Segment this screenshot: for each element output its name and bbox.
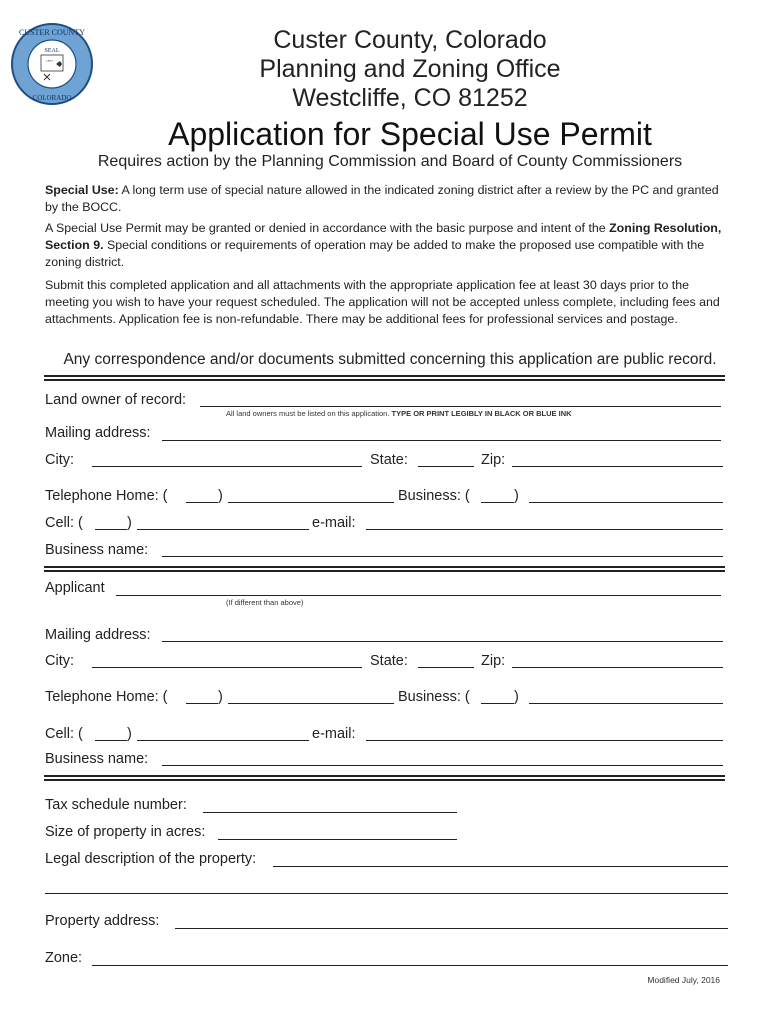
owner-zip-label: Zip: [481, 452, 506, 468]
owner-mailing-label: Mailing address: [45, 425, 151, 441]
zone-field[interactable] [92, 965, 728, 966]
tax-schedule-field[interactable] [203, 812, 457, 813]
applicant-cell-field[interactable] [137, 740, 309, 741]
property-size-field[interactable] [218, 839, 457, 840]
seal-year: 1877 [46, 59, 53, 63]
owner-business-area-code[interactable] [481, 502, 514, 503]
owner-city-field[interactable] [92, 466, 362, 467]
applicant-mailing-field[interactable] [162, 641, 723, 642]
applicant-cell-area-code[interactable] [95, 740, 127, 741]
tax-schedule-label: Tax schedule number: [45, 797, 187, 813]
owner-zip-field[interactable] [512, 466, 723, 467]
modified-date: Modified July, 2016 [647, 975, 720, 985]
applicant-zip-label: Zip: [481, 653, 506, 669]
applicant-business-paren: ) [514, 689, 519, 705]
office-name: Planning and Zoning Office [259, 55, 561, 83]
applicant-email-label: e-mail: [312, 726, 356, 742]
seal-text-top: CUSTER COUNTY [18, 28, 86, 37]
applicant-city-field[interactable] [92, 667, 362, 668]
seal-text-bottom: COLORADO [32, 94, 72, 102]
applicant-business-phone-field[interactable] [529, 703, 723, 704]
applicant-business-name-label: Business name: [45, 751, 149, 767]
special-use-definition: Special Use: A long term use of special nature allowed in the indicated zoning district after a review by the PC and granted by the BOCC. [45, 183, 719, 214]
owner-telephone-field[interactable] [228, 502, 394, 503]
property-address-field[interactable] [175, 928, 728, 929]
submission-instructions: Submit this completed application and all attachments with the appropriate application fee at least 30 days prior to the meeting you wish to have your request scheduled. The application will not be accepted unless complete, including fees and attachments. Application fee is non-refundable. There may be additional fees for professional services and postage. [45, 278, 720, 326]
property-address-label: Property address: [45, 913, 160, 929]
owner-cell-area-code[interactable] [95, 529, 127, 530]
owner-cell-field[interactable] [137, 529, 309, 530]
applicant-zip-field[interactable] [512, 667, 723, 668]
legal-description-field-line2[interactable] [45, 893, 728, 894]
applicant-email-field[interactable] [366, 740, 723, 741]
zoning-resolution-ref: Zoning Resolution, Section 9. [45, 221, 722, 252]
owner-telephone-label: Telephone Home: ( [45, 488, 168, 504]
seal-text-center: SEAL [44, 48, 60, 54]
applicant-business-name-field[interactable] [162, 765, 723, 766]
land-owner-label: Land owner of record: [45, 392, 187, 408]
owner-mailing-field[interactable] [162, 440, 721, 441]
owner-telephone-paren: ) [218, 488, 223, 504]
owner-state-field[interactable] [418, 466, 474, 467]
zone-label: Zone: [45, 950, 83, 966]
owner-email-field[interactable] [366, 529, 723, 530]
owner-city-label: City: [45, 452, 74, 468]
section-divider [44, 775, 725, 781]
owner-business-paren: ) [514, 488, 519, 504]
owner-cell-paren: ) [127, 515, 132, 531]
applicant-cell-paren: ) [127, 726, 132, 742]
applicant-cell-label: Cell: ( [45, 726, 83, 742]
legal-description-field[interactable] [273, 866, 728, 867]
county-seal-logo [10, 22, 94, 106]
page-title: Application for Special Use Permit [168, 116, 652, 152]
owner-state-label: State: [370, 452, 408, 468]
owner-cell-label: Cell: ( [45, 515, 83, 531]
applicant-telephone-field[interactable] [228, 703, 394, 704]
office-county: Custer County, Colorado [273, 26, 547, 54]
applicant-mailing-label: Mailing address: [45, 627, 151, 643]
owner-email-label: e-mail: [312, 515, 356, 531]
legal-description-label: Legal description of the property: [45, 851, 257, 867]
section-divider [44, 566, 725, 572]
applicant-telephone-area-code[interactable] [186, 703, 218, 704]
owner-business-name-label: Business name: [45, 542, 149, 558]
owner-business-name-field[interactable] [162, 556, 723, 557]
applicant-business-label: Business: ( [398, 689, 470, 705]
section-divider [44, 375, 725, 381]
applicant-state-label: State: [370, 653, 408, 669]
office-city: Westcliffe, CO 81252 [292, 84, 528, 112]
applicant-state-field[interactable] [418, 667, 474, 668]
applicant-field[interactable] [116, 595, 721, 596]
zoning-resolution-paragraph: A Special Use Permit may be granted or denied in accordance with the basic purpose and intent of the Zoning Resolution, Section 9. Special conditions or requirements of operation may be added to make the proposed use compatible with the zoning district. [45, 221, 722, 269]
applicant-note: (If different than above) [226, 598, 304, 607]
owner-business-phone-field[interactable] [529, 502, 723, 503]
owner-telephone-area-code[interactable] [186, 502, 218, 503]
applicant-business-area-code[interactable] [481, 703, 514, 704]
page-subtitle: Requires action by the Planning Commission and Board of County Commissioners [97, 153, 683, 170]
land-owner-note: All land owners must be listed on this application. TYPE OR PRINT LEGIBLY IN BLACK OR BLUE INK [226, 409, 572, 418]
applicant-telephone-paren: ) [218, 689, 223, 705]
public-record-notice: Any correspondence and/or documents submitted concerning this application are public record. [63, 351, 717, 368]
special-use-term: Special Use: [45, 183, 119, 197]
applicant-city-label: City: [45, 653, 74, 669]
applicant-telephone-label: Telephone Home: ( [45, 689, 168, 705]
land-owner-field[interactable] [200, 406, 721, 407]
applicant-label: Applicant [45, 580, 105, 596]
property-size-label: Size of property in acres: [45, 824, 206, 840]
owner-business-label: Business: ( [398, 488, 470, 504]
